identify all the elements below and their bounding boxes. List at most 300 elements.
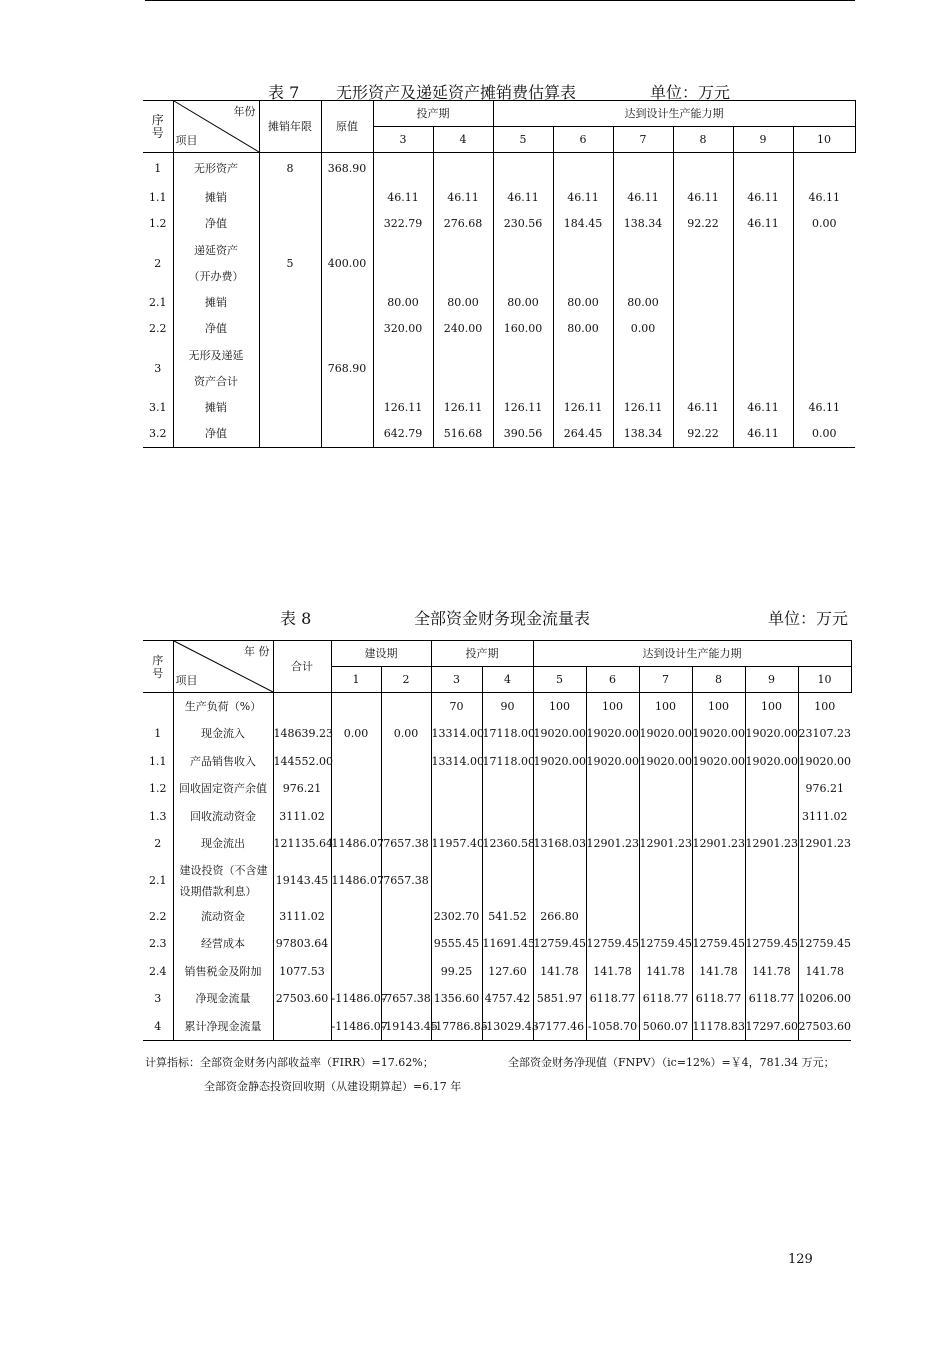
row-value: 1356.60 bbox=[431, 986, 482, 1014]
row-value bbox=[733, 343, 793, 395]
row-value bbox=[431, 858, 482, 903]
row-value: 17297.60 bbox=[745, 1013, 798, 1041]
row-value: 12901.23 bbox=[639, 831, 692, 859]
row-value: 141.78 bbox=[533, 958, 586, 986]
item-label: 项目 bbox=[175, 674, 198, 687]
row-value bbox=[586, 803, 639, 831]
row-value bbox=[493, 343, 553, 395]
row-value: 4757.42 bbox=[482, 986, 533, 1014]
table-row bbox=[143, 803, 851, 831]
table-row bbox=[143, 858, 851, 903]
row-value bbox=[692, 776, 745, 804]
row-original: 368.90 bbox=[321, 153, 373, 185]
row-amort-years bbox=[259, 290, 321, 317]
table7-unit: 单位：万元 bbox=[650, 83, 731, 102]
row-value: 0.00 bbox=[793, 211, 855, 238]
row-seq: 1.2 bbox=[149, 782, 167, 796]
row-value bbox=[733, 290, 793, 317]
row-amort-years: 8 bbox=[259, 153, 321, 185]
row-value bbox=[586, 858, 639, 903]
row-item bbox=[173, 343, 259, 395]
row-value: 100 bbox=[692, 693, 745, 721]
row-value bbox=[613, 343, 673, 395]
table-row bbox=[143, 238, 855, 290]
row-value: 13314.00 bbox=[431, 721, 482, 749]
year-header-10: 10 bbox=[793, 127, 855, 153]
year-header-5: 5 bbox=[533, 667, 586, 693]
table-row bbox=[143, 831, 851, 859]
year-header-6: 6 bbox=[586, 667, 639, 693]
row-value bbox=[733, 153, 793, 185]
table-row bbox=[143, 776, 851, 804]
table-row bbox=[143, 903, 851, 931]
row-original: 400.00 bbox=[321, 238, 373, 290]
row-value: 46.11 bbox=[793, 395, 855, 422]
row-item-line1: 建设投资（不含建 bbox=[179, 864, 268, 877]
row-value bbox=[613, 238, 673, 290]
row-value: 11486.07 bbox=[331, 831, 381, 859]
row-value: 19020.00 bbox=[692, 748, 745, 776]
row-seq: 2.2 bbox=[149, 909, 167, 923]
row-value: 12759.45 bbox=[745, 931, 798, 959]
seq-header bbox=[143, 641, 173, 693]
row-value bbox=[745, 776, 798, 804]
row-value: 5851.97 bbox=[533, 986, 586, 1014]
row-seq: 1.1 bbox=[149, 190, 167, 204]
row-value: 12901.23 bbox=[692, 831, 745, 859]
row-item: 产品销售收入 bbox=[173, 748, 273, 776]
table-row bbox=[143, 343, 855, 395]
row-value: 17118.00 bbox=[482, 748, 533, 776]
row-item-line2: 设期借款利息） bbox=[179, 885, 257, 898]
row-value bbox=[381, 776, 431, 804]
row-value bbox=[793, 343, 855, 395]
row-value bbox=[381, 903, 431, 931]
row-item: 销售税金及附加 bbox=[173, 958, 273, 986]
row-seq: 2.1 bbox=[149, 873, 167, 887]
table7 bbox=[143, 100, 856, 448]
row-value bbox=[482, 858, 533, 903]
row-value: 12901.23 bbox=[745, 831, 798, 859]
row-seq: 2.2 bbox=[149, 322, 167, 336]
row-value: 138.34 bbox=[613, 421, 673, 448]
year-header-6: 6 bbox=[553, 127, 613, 153]
row-value bbox=[745, 903, 798, 931]
row-value bbox=[793, 316, 855, 343]
row-value: 80.00 bbox=[613, 290, 673, 317]
total-header: 合计 bbox=[273, 641, 331, 693]
row-value: 126.11 bbox=[433, 395, 493, 422]
table8-number: 表 8 bbox=[280, 609, 312, 628]
row-value bbox=[381, 803, 431, 831]
row-value: 5060.07 bbox=[639, 1013, 692, 1041]
year-header-4: 4 bbox=[482, 667, 533, 693]
row-value: 240.00 bbox=[433, 316, 493, 343]
row-seq: 4 bbox=[143, 1013, 173, 1041]
row-value: 541.52 bbox=[482, 903, 533, 931]
seq-header-text: 序号 bbox=[151, 112, 164, 140]
row-total: 1077.53 bbox=[273, 958, 331, 986]
row-value: 126.11 bbox=[373, 395, 433, 422]
row-value: 19020.00 bbox=[586, 748, 639, 776]
row-original bbox=[321, 211, 373, 238]
row-value: 0.00 bbox=[793, 421, 855, 448]
row-value bbox=[381, 958, 431, 986]
row-item: 回收流动资金 bbox=[173, 803, 273, 831]
row-amort-years bbox=[259, 395, 321, 422]
table-row bbox=[143, 958, 851, 986]
row-value: -17786.85 bbox=[431, 1013, 482, 1041]
row-item: 流动资金 bbox=[173, 903, 273, 931]
row-value: 80.00 bbox=[553, 290, 613, 317]
row-value bbox=[482, 803, 533, 831]
row-seq: 2 bbox=[154, 256, 162, 270]
row-total bbox=[273, 693, 331, 721]
row-value: 46.11 bbox=[673, 185, 733, 212]
row-value bbox=[493, 153, 553, 185]
row-value: 80.00 bbox=[433, 290, 493, 317]
group-capacity-header: 达到设计生产能力期 bbox=[533, 641, 851, 667]
row-item-line2: （开办费） bbox=[188, 269, 244, 283]
seq-header-text: 序号 bbox=[152, 653, 164, 680]
row-original bbox=[321, 185, 373, 212]
row-value: -11486.07 bbox=[331, 1013, 381, 1041]
row-amort-years bbox=[259, 211, 321, 238]
row-value: 516.68 bbox=[433, 421, 493, 448]
top-rule bbox=[145, 0, 855, 1]
row-value: 46.11 bbox=[733, 395, 793, 422]
row-seq: 1 bbox=[154, 161, 162, 175]
table7-title: 无形资产及递延资产摊销费估算表 bbox=[336, 83, 577, 102]
row-value: -7177.46 bbox=[533, 1013, 586, 1041]
row-value: 23107.23 bbox=[798, 721, 851, 749]
row-value bbox=[331, 776, 381, 804]
row-seq: 1.3 bbox=[149, 809, 167, 823]
row-value: 46.11 bbox=[433, 185, 493, 212]
row-seq bbox=[143, 693, 173, 721]
row-value bbox=[533, 803, 586, 831]
row-value: 6118.77 bbox=[639, 986, 692, 1014]
row-value bbox=[798, 903, 851, 931]
row-value: 100 bbox=[533, 693, 586, 721]
row-seq: 2.1 bbox=[149, 295, 167, 309]
row-value: 141.78 bbox=[745, 958, 798, 986]
row-item: 净现金流量 bbox=[173, 986, 273, 1014]
row-value bbox=[331, 931, 381, 959]
page-number: 129 bbox=[788, 1252, 813, 1267]
row-item bbox=[173, 858, 273, 903]
row-value: 322.79 bbox=[373, 211, 433, 238]
row-item-line2: 资产合计 bbox=[194, 374, 238, 388]
row-seq: 2.3 bbox=[149, 937, 167, 951]
group-trial-header: 投产期 bbox=[373, 101, 493, 127]
row-total: 976.21 bbox=[273, 776, 331, 804]
row-value: 3111.02 bbox=[798, 803, 851, 831]
row-value: 100 bbox=[586, 693, 639, 721]
row-value: 12759.45 bbox=[533, 931, 586, 959]
year-header-3: 3 bbox=[431, 667, 482, 693]
table-row bbox=[143, 421, 855, 448]
row-value bbox=[639, 858, 692, 903]
table-row bbox=[143, 153, 855, 185]
row-original bbox=[321, 421, 373, 448]
row-value bbox=[613, 153, 673, 185]
row-value bbox=[639, 903, 692, 931]
row-value: 80.00 bbox=[493, 290, 553, 317]
row-value: 19020.00 bbox=[745, 748, 798, 776]
row-value: 976.21 bbox=[798, 776, 851, 804]
row-item-line1: 递延资产 bbox=[194, 243, 238, 257]
row-value: 99.25 bbox=[431, 958, 482, 986]
row-value bbox=[482, 776, 533, 804]
row-value: 46.11 bbox=[793, 185, 855, 212]
row-value: 6118.77 bbox=[692, 986, 745, 1014]
row-value: 12759.45 bbox=[798, 931, 851, 959]
year-label: 年份 bbox=[233, 105, 256, 118]
row-item: 累计净现金流量 bbox=[173, 1013, 273, 1041]
row-value: 19020.00 bbox=[586, 721, 639, 749]
row-value bbox=[553, 343, 613, 395]
year-item-header bbox=[173, 101, 259, 153]
row-value: 19020.00 bbox=[533, 748, 586, 776]
row-original: 768.90 bbox=[321, 343, 373, 395]
row-value: 90 bbox=[482, 693, 533, 721]
row-value: 7657.38 bbox=[381, 831, 431, 859]
row-value: 127.60 bbox=[482, 958, 533, 986]
row-value: 46.11 bbox=[733, 421, 793, 448]
row-value: 46.11 bbox=[733, 185, 793, 212]
row-value: 6118.77 bbox=[586, 986, 639, 1014]
row-value bbox=[533, 776, 586, 804]
row-value bbox=[433, 153, 493, 185]
row-value bbox=[433, 343, 493, 395]
row-seq: 1.2 bbox=[149, 217, 167, 231]
row-value: 0.00 bbox=[331, 721, 381, 749]
row-value: 46.11 bbox=[673, 395, 733, 422]
row-value bbox=[673, 343, 733, 395]
row-value: 19020.00 bbox=[533, 721, 586, 749]
row-value: 11957.40 bbox=[431, 831, 482, 859]
row-value bbox=[331, 803, 381, 831]
row-value bbox=[639, 776, 692, 804]
row-total: 144552.00 bbox=[273, 748, 331, 776]
row-amort-years bbox=[259, 421, 321, 448]
row-value: 80.00 bbox=[553, 316, 613, 343]
row-value: 11486.07 bbox=[331, 858, 381, 903]
row-item: 现金流入 bbox=[173, 721, 273, 749]
table-row bbox=[143, 721, 851, 749]
row-value: 13314.00 bbox=[431, 748, 482, 776]
note-payback: 全部资金静态投资回收期（从建设期算起）=6.17 年 bbox=[204, 1080, 462, 1093]
row-item: 净值 bbox=[173, 211, 259, 238]
row-value bbox=[553, 238, 613, 290]
row-original bbox=[321, 395, 373, 422]
row-value: 126.11 bbox=[553, 395, 613, 422]
table-row bbox=[143, 211, 855, 238]
row-value bbox=[381, 693, 431, 721]
table-row bbox=[143, 931, 851, 959]
year-header-8: 8 bbox=[673, 127, 733, 153]
row-item: 回收固定资产余值 bbox=[173, 776, 273, 804]
row-value: -7657.38 bbox=[381, 986, 431, 1014]
row-value: 92.22 bbox=[673, 421, 733, 448]
table-row bbox=[143, 290, 855, 317]
year-header-9: 9 bbox=[745, 667, 798, 693]
row-value bbox=[692, 903, 745, 931]
row-value: 100 bbox=[798, 693, 851, 721]
row-value bbox=[381, 931, 431, 959]
row-value: 12901.23 bbox=[586, 831, 639, 859]
row-value bbox=[373, 238, 433, 290]
row-value bbox=[331, 903, 381, 931]
row-value: 46.11 bbox=[493, 185, 553, 212]
row-value: 19020.00 bbox=[692, 721, 745, 749]
year-label: 年 份 bbox=[244, 645, 270, 658]
group-trial-header: 投产期 bbox=[431, 641, 533, 667]
row-seq: 3.2 bbox=[143, 421, 173, 448]
row-value: 12759.45 bbox=[586, 931, 639, 959]
row-seq: 2 bbox=[154, 837, 162, 851]
group-construction-header: 建设期 bbox=[331, 641, 431, 667]
year-header-9: 9 bbox=[733, 127, 793, 153]
row-value bbox=[533, 858, 586, 903]
row-value: 27503.60 bbox=[798, 1013, 851, 1041]
row-value: 184.45 bbox=[553, 211, 613, 238]
row-item: 经营成本 bbox=[173, 931, 273, 959]
row-value bbox=[493, 238, 553, 290]
row-amort-years bbox=[259, 185, 321, 212]
row-total: 97803.64 bbox=[273, 931, 331, 959]
row-seq: 2.4 bbox=[149, 964, 167, 978]
row-item bbox=[173, 238, 259, 290]
row-value: -13029.43 bbox=[482, 1013, 533, 1041]
row-value: 80.00 bbox=[373, 290, 433, 317]
row-value: 19020.00 bbox=[745, 721, 798, 749]
row-item: 现金流出 bbox=[173, 831, 273, 859]
seq-header bbox=[143, 101, 173, 153]
row-total: 3111.02 bbox=[273, 903, 331, 931]
row-value: 11178.83 bbox=[692, 1013, 745, 1041]
row-item: 净值 bbox=[173, 421, 259, 448]
row-value bbox=[745, 803, 798, 831]
row-item-line1: 无形及递延 bbox=[188, 348, 244, 362]
row-value bbox=[692, 803, 745, 831]
row-value: 46.11 bbox=[613, 185, 673, 212]
row-seq: 1.1 bbox=[149, 754, 167, 768]
row-value: 46.11 bbox=[373, 185, 433, 212]
row-value bbox=[381, 748, 431, 776]
row-total: 27503.60 bbox=[273, 986, 331, 1014]
row-value bbox=[673, 153, 733, 185]
row-value: 390.56 bbox=[493, 421, 553, 448]
row-value bbox=[673, 316, 733, 343]
row-value: 141.78 bbox=[586, 958, 639, 986]
row-value: -11486.07 bbox=[331, 986, 381, 1014]
row-value: 141.78 bbox=[692, 958, 745, 986]
row-value: -1058.70 bbox=[586, 1013, 639, 1041]
row-value: 19020.00 bbox=[639, 721, 692, 749]
note-firr: 计算指标：全部资金财务内部收益率（FIRR）=17.62%； bbox=[145, 1056, 434, 1069]
row-item: 摊销 bbox=[173, 395, 259, 422]
year-header-8: 8 bbox=[692, 667, 745, 693]
row-seq: 3 bbox=[154, 992, 162, 1006]
row-value bbox=[793, 238, 855, 290]
row-value bbox=[553, 153, 613, 185]
row-item: 摊销 bbox=[173, 290, 259, 317]
group-capacity-header: 达到设计生产能力期 bbox=[493, 101, 855, 127]
row-value bbox=[373, 343, 433, 395]
row-original bbox=[321, 290, 373, 317]
table-row bbox=[143, 748, 851, 776]
row-value: 642.79 bbox=[373, 421, 433, 448]
row-value: 100 bbox=[745, 693, 798, 721]
original-header: 原值 bbox=[321, 101, 373, 153]
row-value: 13168.03 bbox=[533, 831, 586, 859]
row-value: -19143.45 bbox=[381, 1013, 431, 1041]
row-total: 121135.64 bbox=[273, 831, 331, 859]
row-value: 19020.00 bbox=[639, 748, 692, 776]
row-value bbox=[433, 238, 493, 290]
row-item: 无形资产 bbox=[173, 153, 259, 185]
row-value: 230.56 bbox=[493, 211, 553, 238]
row-value: 46.11 bbox=[733, 211, 793, 238]
row-value bbox=[373, 153, 433, 185]
table8-title: 全部资金财务现金流量表 bbox=[414, 609, 591, 628]
row-value: 320.00 bbox=[373, 316, 433, 343]
row-value: 12901.23 bbox=[798, 831, 851, 859]
row-value: 126.11 bbox=[613, 395, 673, 422]
table8-unit: 单位：万元 bbox=[768, 609, 849, 628]
row-total: 148639.23 bbox=[273, 721, 331, 749]
table7-number: 表 7 bbox=[268, 83, 300, 102]
row-value bbox=[431, 776, 482, 804]
row-value bbox=[586, 776, 639, 804]
row-value: 7657.38 bbox=[381, 858, 431, 903]
row-value: 126.11 bbox=[493, 395, 553, 422]
row-value bbox=[733, 238, 793, 290]
row-total bbox=[273, 1013, 331, 1041]
year-header-7: 7 bbox=[639, 667, 692, 693]
row-value: 17118.00 bbox=[482, 721, 533, 749]
row-original bbox=[321, 316, 373, 343]
row-value: 2302.70 bbox=[431, 903, 482, 931]
row-value bbox=[639, 803, 692, 831]
row-seq: 3.1 bbox=[149, 400, 167, 414]
year-header-1: 1 bbox=[331, 667, 381, 693]
year-header-3: 3 bbox=[373, 127, 433, 153]
table-row bbox=[143, 693, 851, 721]
row-item: 净值 bbox=[173, 316, 259, 343]
table-row bbox=[143, 185, 855, 212]
row-value bbox=[793, 290, 855, 317]
row-amort-years: 5 bbox=[259, 238, 321, 290]
row-value: 266.80 bbox=[533, 903, 586, 931]
row-value: 160.00 bbox=[493, 316, 553, 343]
row-value: 46.11 bbox=[553, 185, 613, 212]
row-value bbox=[673, 290, 733, 317]
row-value bbox=[673, 238, 733, 290]
row-total: 19143.45 bbox=[273, 858, 331, 903]
row-value: 11691.45 bbox=[482, 931, 533, 959]
table-row bbox=[143, 1013, 851, 1041]
row-value: 6118.77 bbox=[745, 986, 798, 1014]
row-item: 生产负荷（%） bbox=[173, 693, 273, 721]
table8 bbox=[143, 640, 852, 1041]
row-item: 摊销 bbox=[173, 185, 259, 212]
row-value: 92.22 bbox=[673, 211, 733, 238]
row-value: 100 bbox=[639, 693, 692, 721]
row-value bbox=[745, 858, 798, 903]
